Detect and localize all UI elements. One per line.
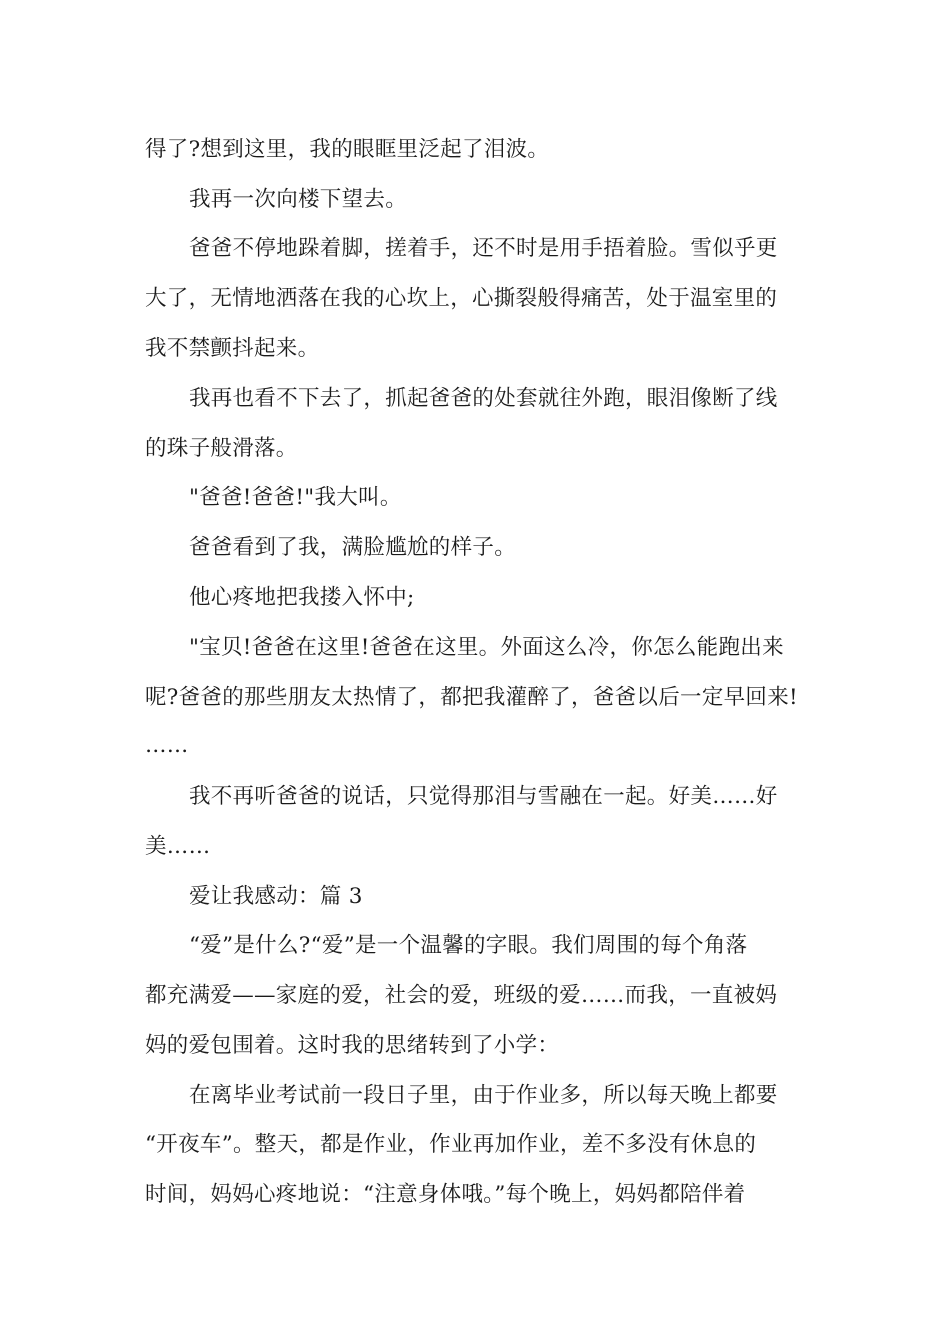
text-line: 我不再听爸爸的说话，只觉得那泪与雪融在一起。好美……好 [189, 784, 778, 809]
text-line: “爱”是什么?“爱”是一个温馨的字眼。我们周围的每个角落 [189, 933, 748, 958]
text-line: 我不禁颤抖起来。 [145, 336, 320, 361]
text-line: 爸爸看到了我，满脸尴尬的样子。 [189, 535, 517, 560]
text-line: 我再也看不下去了，抓起爸爸的处套就往外跑，眼泪像断了线 [189, 386, 778, 411]
text-line: 得了?想到这里，我的眼眶里泛起了泪波。 [145, 137, 550, 162]
text-line: 我再一次向楼下望去。 [189, 187, 408, 212]
text-line: …… [145, 733, 189, 758]
text-line: 妈的爱包围着。这时我的思绪转到了小学： [145, 1033, 560, 1058]
text-line: “开夜车”。整天，都是作业，作业再加作业，差不多没有休息的 [145, 1132, 757, 1157]
text-line: 美…… [145, 834, 211, 859]
text-line: 时间，妈妈心疼地说：“注意身体哦。”每个晚上，妈妈都陪伴着 [145, 1182, 746, 1207]
text-line: 爸爸不停地跺着脚，搓着手，还不时是用手捂着脸。雪似乎更 [189, 236, 778, 261]
text-line: 呢?爸爸的那些朋友太热情了，都把我灌醉了，爸爸以后一定早回来! [145, 685, 798, 710]
text-line: 都充满爱——家庭的爱，社会的爱，班级的爱……而我，一直被妈 [145, 983, 778, 1008]
text-line: 在离毕业考试前一段日子里，由于作业多，所以每天晚上都要 [189, 1083, 778, 1108]
text-line: 他心疼地把我搂入怀中; [189, 585, 415, 610]
text-line: "爸爸!爸爸!"我大叫。 [189, 485, 402, 510]
text-line: "宝贝!爸爸在这里!爸爸在这里。外面这么冷，你怎么能跑出来 [189, 635, 784, 660]
text-line: 大了，无情地洒落在我的心坎上，心撕裂般得痛苦，处于温室里的 [145, 286, 778, 311]
text-line: 的珠子般滑落。 [145, 436, 298, 461]
section-heading: 爱让我感动：篇 3 [189, 884, 363, 909]
